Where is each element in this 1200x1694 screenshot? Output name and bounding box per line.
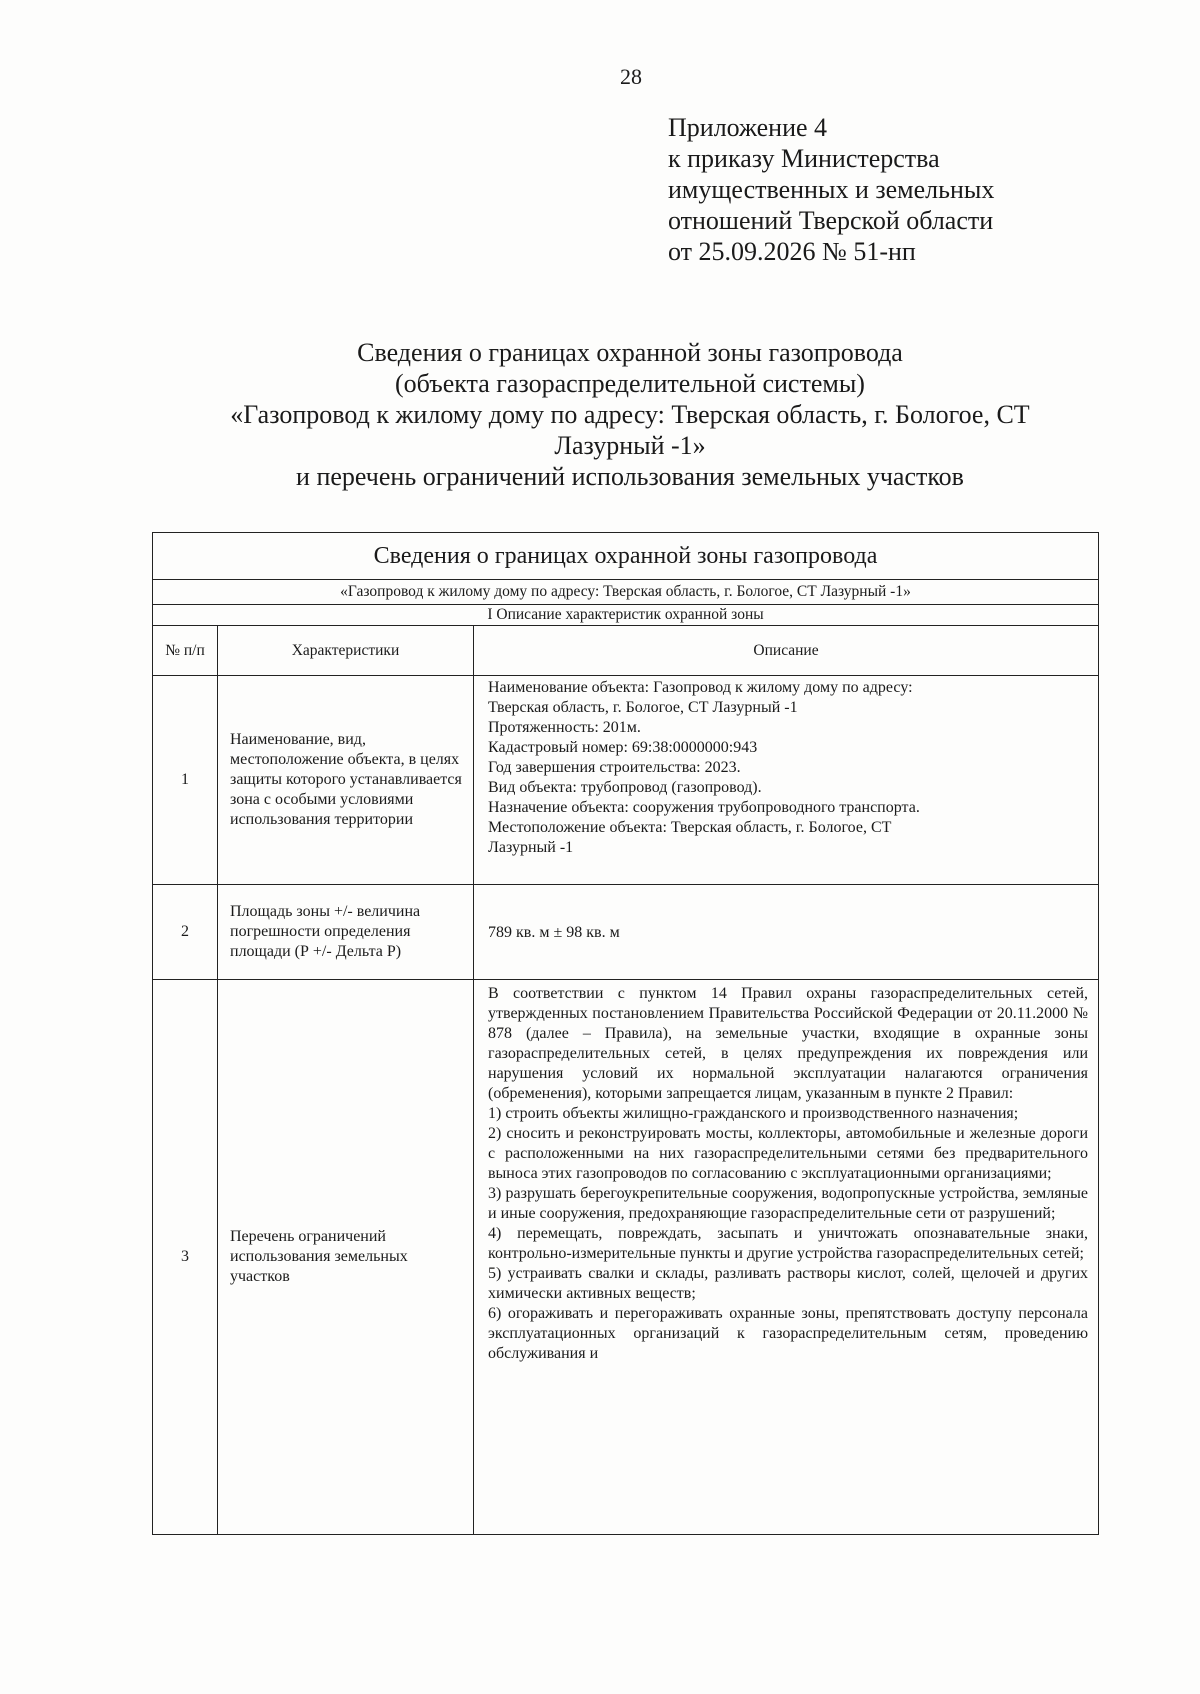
row-description bbox=[474, 980, 1099, 1535]
heading-line: Сведения о границах охранной зоны газопровода bbox=[357, 338, 903, 367]
table-row bbox=[153, 980, 1099, 1535]
description-paragraph: 3) разрушать берегоукрепительные сооружения, водопропускные устройства, земляные и иные сооружения, предохраняющие газораспределительные сети от разрушений; bbox=[488, 1185, 1089, 1222]
description-line: Назначение объекта: сооружения трубопроводного транспорта. bbox=[488, 799, 920, 816]
header-num: № п/п bbox=[153, 626, 218, 676]
row-description: 789 кв. м ± 98 кв. м bbox=[474, 885, 1099, 980]
heading-line: Лазурный -1» bbox=[554, 431, 706, 460]
row-num: 3 bbox=[153, 980, 218, 1535]
appendix-block bbox=[668, 112, 994, 267]
row-characteristic: Наименование, вид, местоположение объекта, в целях защиты которого устанавливается зона с особыми условиями использования территории bbox=[218, 676, 474, 885]
row-num: 1 bbox=[153, 676, 218, 885]
description-line: Вид объекта: трубопровод (газопровод). bbox=[488, 779, 762, 796]
heading-line: и перечень ограничений использования земельных участков bbox=[296, 462, 964, 491]
appendix-line: к приказу Министерства bbox=[668, 144, 940, 173]
description-paragraph: 5) устраивать свалки и склады, разливать растворы кислот, солей, щелочей и других химически активных веществ; bbox=[488, 1265, 1089, 1302]
header-characteristics: Характеристики bbox=[218, 626, 474, 676]
table-title: Сведения о границах охранной зоны газопровода bbox=[153, 533, 1099, 580]
description-line: Кадастровый номер: 69:38:0000000:943 bbox=[488, 739, 758, 756]
description-paragraph: В соответствии с пунктом 14 Правил охраны газораспределительных сетей, утвержденных постановлением Правительства Российской Федерации от 20.11.2000 № 878 (далее – Правила), на земельные участки, входящие в охранные зоны газораспределительных сетей, в целях предупреждения их повреждения или нарушения условий их нормальной эксплуатации налагаются ограничения (обременения), которыми запрещается лицам, указанным в пункте 2 Правил: bbox=[488, 985, 1089, 1102]
description-line: Местоположение объекта: Тверская область, г. Бологое, СТ bbox=[488, 819, 892, 836]
row-characteristic: Перечень ограничений использования земельных участков bbox=[218, 980, 474, 1535]
description-paragraph: 1) строить объекты жилищно-гражданского и производственного назначения; bbox=[488, 1105, 1019, 1122]
table-row bbox=[153, 885, 1099, 980]
description-line: Тверская область, г. Бологое, СТ Лазурный -1 bbox=[488, 699, 798, 716]
row-num: 2 bbox=[153, 885, 218, 980]
appendix-line: Приложение 4 bbox=[668, 113, 828, 142]
row-description bbox=[474, 676, 1099, 885]
description-line: Протяженность: 201м. bbox=[488, 719, 641, 736]
row-characteristic: Площадь зоны +/- величина погрешности определения площади (Р +/- Дельта Р) bbox=[218, 885, 474, 980]
protection-zone-table bbox=[152, 532, 1099, 1535]
description-line: Наименование объекта: Газопровод к жилому дому по адресу: bbox=[488, 679, 913, 696]
table-row bbox=[153, 676, 1099, 885]
header-description: Описание bbox=[474, 626, 1099, 676]
table-header-row bbox=[153, 626, 1099, 676]
document-heading bbox=[170, 337, 1090, 492]
page-number: 28 bbox=[620, 64, 642, 89]
description-paragraph: 6) огораживать и перегораживать охранные зоны, препятствовать доступу персонала эксплуатационных организаций к газораспределительным сетям, проведению обслуживания и bbox=[488, 1305, 1089, 1362]
description-line: Лазурный -1 bbox=[488, 839, 574, 856]
heading-line: «Газопровод к жилому дому по адресу: Тверская область, г. Бологое, СТ bbox=[230, 400, 1030, 429]
appendix-line: имущественных и земельных bbox=[668, 175, 995, 204]
description-paragraph: 4) перемещать, повреждать, засыпать и уничтожать опознавательные знаки, контрольно-измерительные пункты и другие устройства газораспределительных сетей; bbox=[488, 1225, 1089, 1262]
appendix-line: от 25.09.2026 № 51-нп bbox=[668, 237, 916, 266]
description-paragraph: 2) сносить и реконструировать мосты, коллекторы, автомобильные и железные дороги с расположенными на них газораспределительными сетями без предварительного выноса этих газопроводов по согласованию с эксплуатационными организациями; bbox=[488, 1125, 1089, 1182]
table-subtitle: «Газопровод к жилому дому по адресу: Тверская область, г. Бологое, СТ Лазурный -1» bbox=[153, 580, 1099, 605]
appendix-line: отношений Тверской области bbox=[668, 206, 994, 235]
description-line: Год завершения строительства: 2023. bbox=[488, 759, 741, 776]
heading-line: (объекта газораспределительной системы) bbox=[395, 369, 865, 398]
table-section-title: I Описание характеристик охранной зоны bbox=[153, 605, 1099, 626]
